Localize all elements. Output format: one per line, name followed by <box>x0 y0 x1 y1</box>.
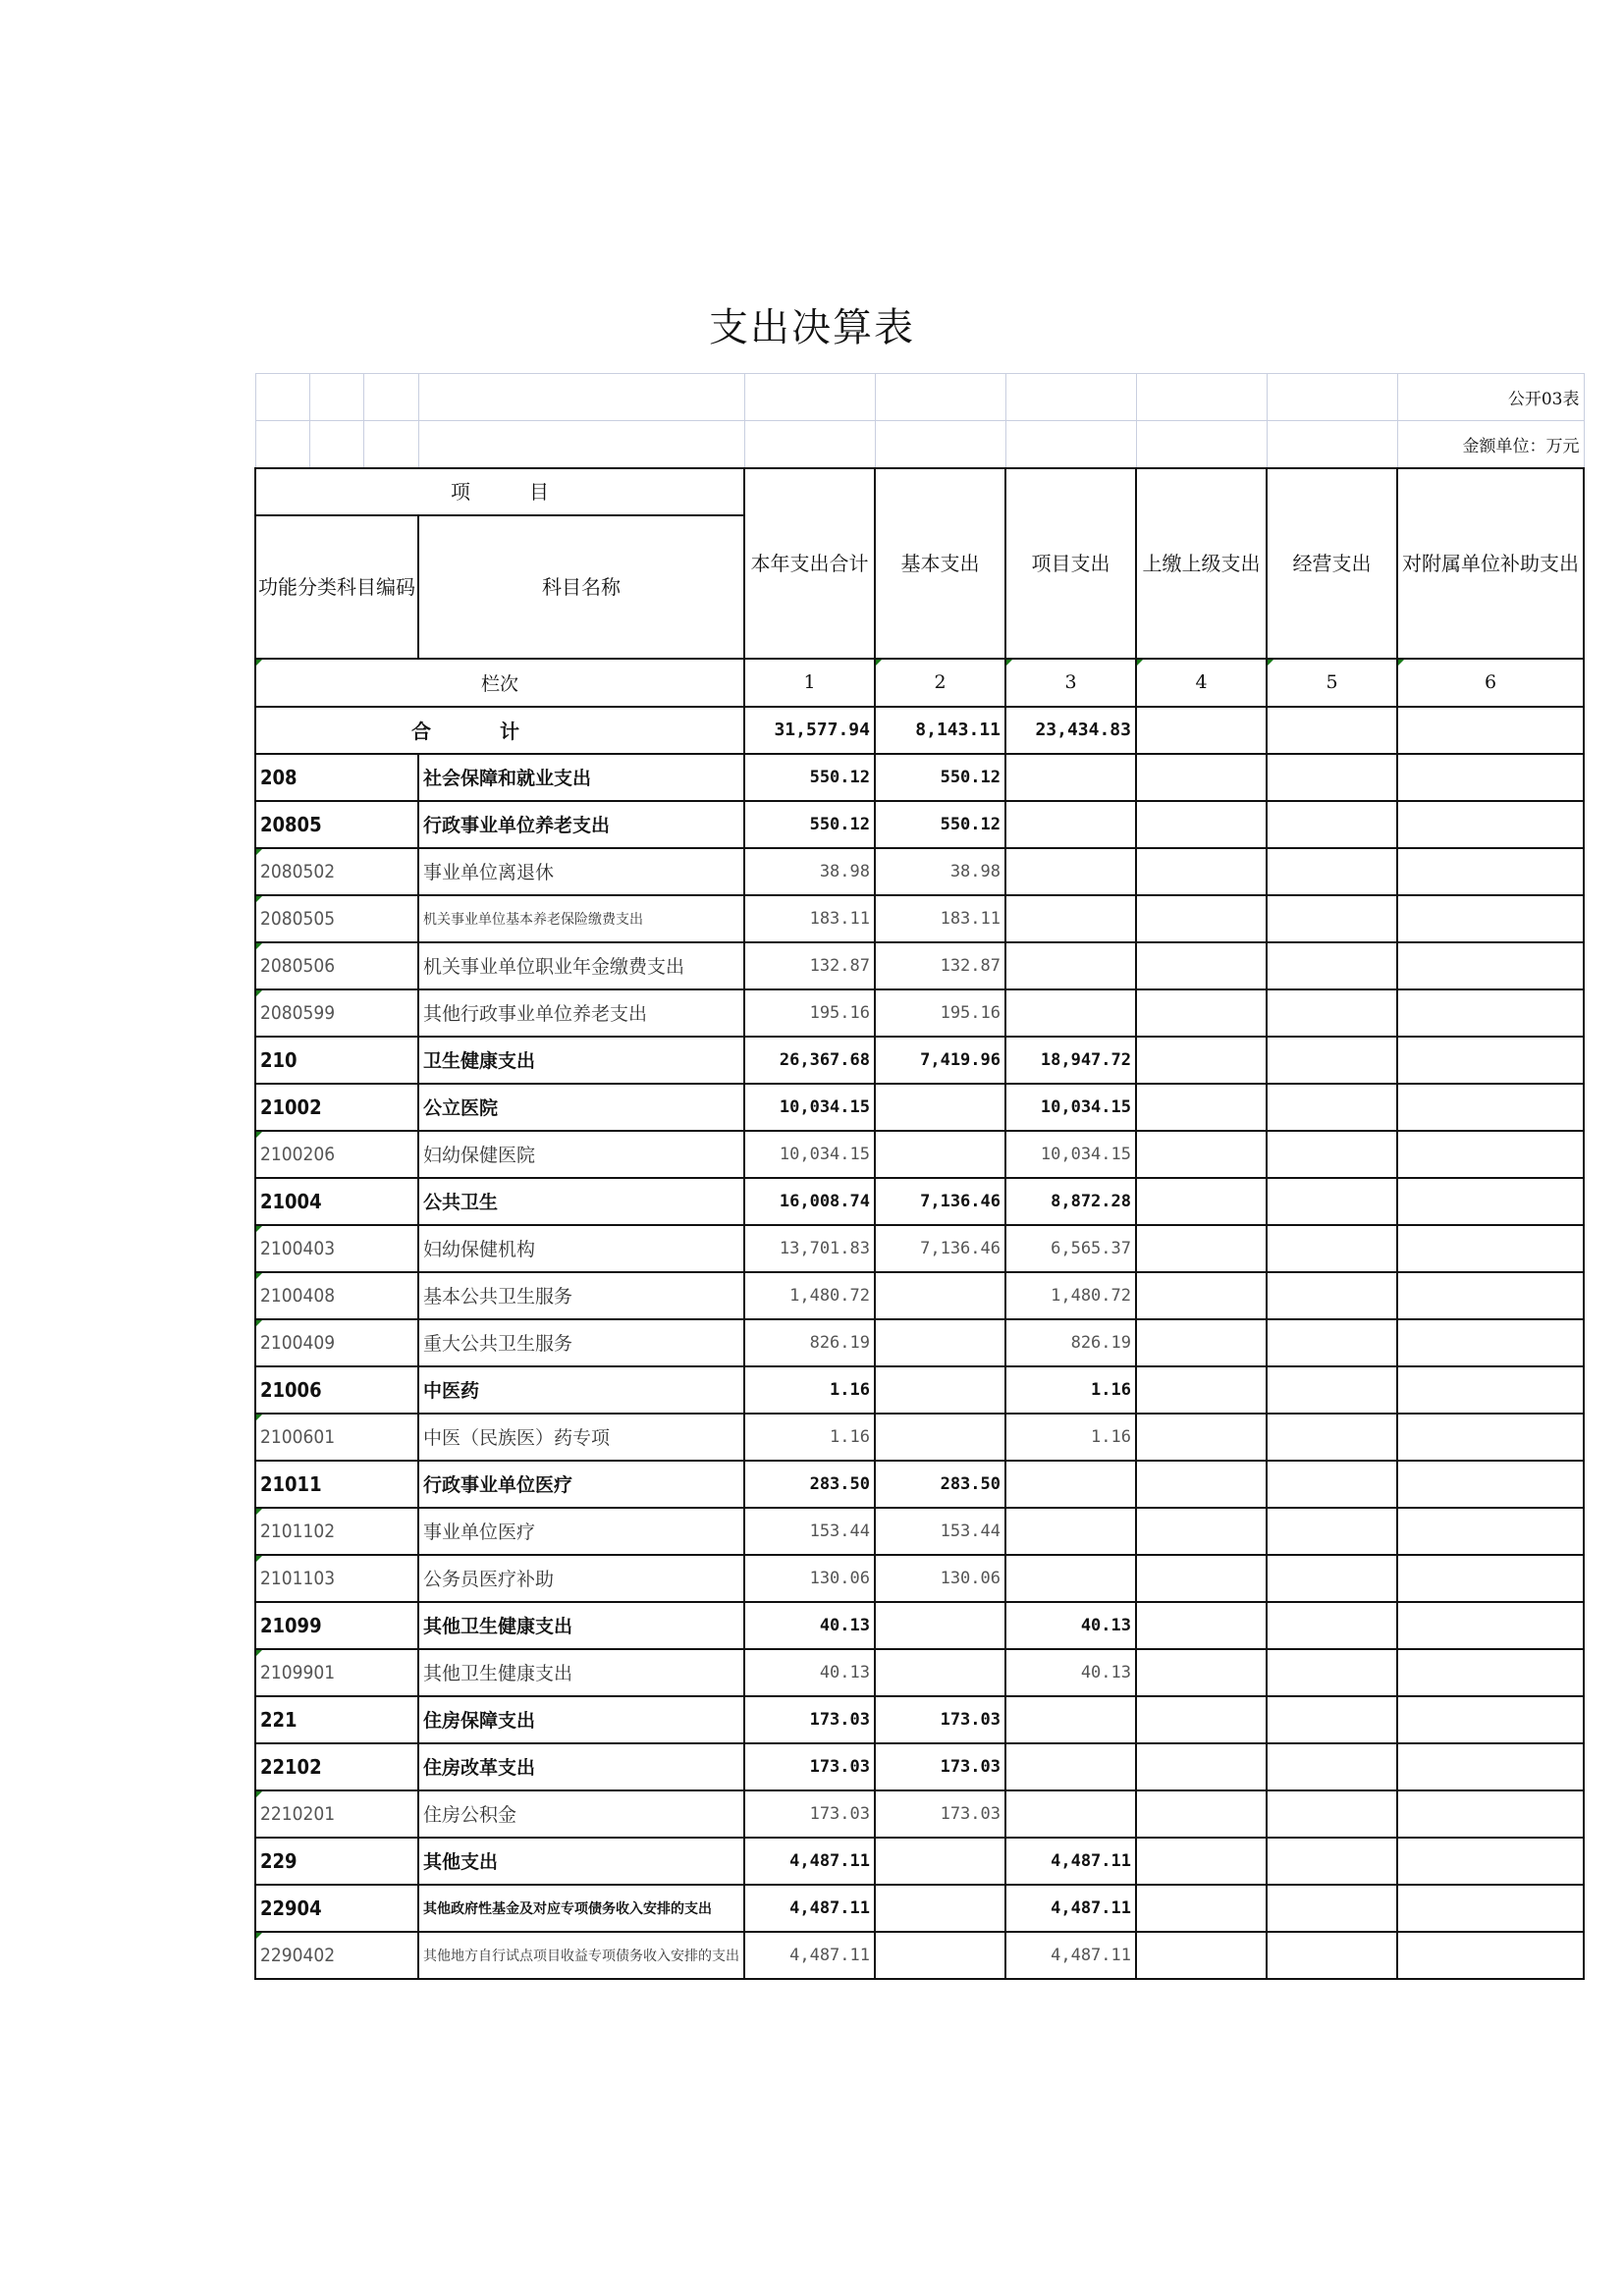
subject-code: 2080502 <box>255 848 418 895</box>
table-row <box>255 1508 1584 1555</box>
amount-cell: 38.98 <box>875 848 1005 895</box>
subject-name: 公务员医疗补助 <box>418 1555 744 1602</box>
table-row <box>255 942 1584 989</box>
amount-cell: 1.16 <box>1005 1366 1136 1414</box>
amount-cell <box>1136 1932 1267 1979</box>
amount-cell: 1.16 <box>1005 1414 1136 1461</box>
amount-cell <box>1267 1037 1397 1084</box>
table-row <box>255 895 1584 942</box>
amount-cell: 173.03 <box>875 1743 1005 1790</box>
amount-cell: 16,008.74 <box>744 1178 875 1225</box>
amount-cell <box>1397 1225 1584 1272</box>
table-row <box>255 1037 1584 1084</box>
amount-cell: 6,565.37 <box>1005 1225 1136 1272</box>
table-row <box>255 1225 1584 1272</box>
subject-name: 其他政府性基金及对应专项债务收入安排的支出 <box>418 1885 744 1932</box>
amount-cell <box>1267 1932 1397 1979</box>
subject-code: 229 <box>255 1838 418 1885</box>
amount-cell <box>1397 1555 1584 1602</box>
amount-cell <box>1005 1508 1136 1555</box>
subject-code: 2100403 <box>255 1225 418 1272</box>
total-value <box>1267 707 1397 754</box>
subject-name: 机关事业单位基本养老保险缴费支出 <box>418 895 744 942</box>
table-row <box>255 1131 1584 1178</box>
amount-cell: 1,480.72 <box>1005 1272 1136 1319</box>
amount-cell: 132.87 <box>744 942 875 989</box>
amount-cell <box>1397 1461 1584 1508</box>
amount-cell <box>1397 1508 1584 1555</box>
amount-cell <box>1267 1790 1397 1838</box>
amount-cell <box>1005 1790 1136 1838</box>
subject-code: 2109901 <box>255 1649 418 1696</box>
page-title: 支出决算表 <box>709 305 915 350</box>
amount-cell <box>1267 895 1397 942</box>
amount-cell <box>1005 1696 1136 1743</box>
amount-cell <box>875 1602 1005 1649</box>
amount-cell <box>1267 1366 1397 1414</box>
amount-cell <box>1397 1178 1584 1225</box>
amount-cell <box>1267 1272 1397 1319</box>
total-value <box>1397 707 1584 754</box>
amount-cell <box>1397 1932 1584 1979</box>
amount-cell <box>1397 1272 1584 1319</box>
subject-name: 住房保障支出 <box>418 1696 744 1743</box>
amount-cell <box>875 1084 1005 1131</box>
amount-cell: 7,136.46 <box>875 1178 1005 1225</box>
subject-name: 行政事业单位养老支出 <box>418 801 744 848</box>
amount-cell <box>1397 801 1584 848</box>
subject-name: 其他卫生健康支出 <box>418 1649 744 1696</box>
amount-cell <box>1136 1131 1267 1178</box>
total-value: 31,577.94 <box>744 707 875 754</box>
amount-cell <box>1136 1555 1267 1602</box>
amount-cell: 283.50 <box>744 1461 875 1508</box>
amount-cell <box>875 1414 1005 1461</box>
col-number: 6 <box>1397 659 1584 707</box>
amount-cell <box>1397 1602 1584 1649</box>
amount-cell <box>1267 1555 1397 1602</box>
subject-name: 住房公积金 <box>418 1790 744 1838</box>
amount-cell <box>1005 895 1136 942</box>
table-row <box>255 1838 1584 1885</box>
amount-cell <box>1136 895 1267 942</box>
header-col6: 对附属单位补助支出 <box>1397 468 1584 659</box>
table-row <box>255 1366 1584 1414</box>
subject-name: 其他行政事业单位养老支出 <box>418 989 744 1037</box>
table-row <box>255 754 1584 801</box>
subject-name: 社会保障和就业支出 <box>418 754 744 801</box>
amount-cell <box>1397 754 1584 801</box>
subject-code: 2100409 <box>255 1319 418 1366</box>
amount-cell: 4,487.11 <box>1005 1885 1136 1932</box>
amount-cell <box>1267 1602 1397 1649</box>
subject-code: 21004 <box>255 1178 418 1225</box>
amount-cell <box>1397 1414 1584 1461</box>
subject-name: 住房改革支出 <box>418 1743 744 1790</box>
amount-cell <box>1267 942 1397 989</box>
amount-cell <box>1005 989 1136 1037</box>
amount-cell <box>1267 1508 1397 1555</box>
amount-cell <box>1136 1319 1267 1366</box>
amount-cell <box>1397 989 1584 1037</box>
amount-cell <box>875 1131 1005 1178</box>
amount-cell <box>1267 1178 1397 1225</box>
amount-cell: 550.12 <box>744 801 875 848</box>
amount-cell: 1.16 <box>744 1366 875 1414</box>
amount-cell: 153.44 <box>744 1508 875 1555</box>
amount-cell <box>875 1319 1005 1366</box>
expense-table <box>254 373 1585 1980</box>
subject-code: 21002 <box>255 1084 418 1131</box>
amount-cell <box>1136 1885 1267 1932</box>
amount-cell <box>1267 1319 1397 1366</box>
header-row <box>255 468 1584 515</box>
header-subject-name: 科目名称 <box>418 515 744 659</box>
amount-cell: 7,419.96 <box>875 1037 1005 1084</box>
amount-cell <box>1397 942 1584 989</box>
amount-cell: 10,034.15 <box>1005 1131 1136 1178</box>
amount-cell <box>1136 1743 1267 1790</box>
amount-cell: 4,487.11 <box>744 1885 875 1932</box>
amount-cell: 826.19 <box>744 1319 875 1366</box>
amount-cell <box>1397 1366 1584 1414</box>
header-col5: 经营支出 <box>1267 468 1397 659</box>
unit-row <box>255 421 1584 468</box>
amount-cell <box>1136 1696 1267 1743</box>
amount-cell: 7,136.46 <box>875 1225 1005 1272</box>
amount-cell <box>1136 1790 1267 1838</box>
subject-code: 22102 <box>255 1743 418 1790</box>
table-number-row <box>255 374 1584 421</box>
table-row <box>255 1932 1584 1979</box>
amount-cell <box>1136 1272 1267 1319</box>
amount-cell: 132.87 <box>875 942 1005 989</box>
amount-cell: 130.06 <box>875 1555 1005 1602</box>
amount-cell: 153.44 <box>875 1508 1005 1555</box>
amount-cell <box>1397 895 1584 942</box>
table-row <box>255 1790 1584 1838</box>
amount-cell <box>1267 989 1397 1037</box>
amount-cell <box>1136 848 1267 895</box>
table-row <box>255 801 1584 848</box>
table-row <box>255 848 1584 895</box>
amount-cell: 4,487.11 <box>744 1932 875 1979</box>
table-row <box>255 1414 1584 1461</box>
table-row <box>255 1555 1584 1602</box>
amount-cell: 4,487.11 <box>744 1838 875 1885</box>
amount-cell: 4,487.11 <box>1005 1838 1136 1885</box>
col-number: 1 <box>744 659 875 707</box>
amount-cell <box>1267 1885 1397 1932</box>
total-value: 8,143.11 <box>875 707 1005 754</box>
row-number-label: 栏次 <box>255 659 744 707</box>
amount-cell <box>1397 1838 1584 1885</box>
amount-cell: 10,034.15 <box>744 1131 875 1178</box>
amount-cell <box>1267 1225 1397 1272</box>
amount-cell: 10,034.15 <box>1005 1084 1136 1131</box>
amount-cell: 173.03 <box>744 1790 875 1838</box>
amount-cell <box>1397 1084 1584 1131</box>
amount-cell <box>1267 1743 1397 1790</box>
amount-cell <box>1136 1178 1267 1225</box>
header-item: 项 目 <box>255 468 744 515</box>
header-col3: 项目支出 <box>1005 468 1136 659</box>
subject-code: 2100601 <box>255 1414 418 1461</box>
amount-cell: 13,701.83 <box>744 1225 875 1272</box>
amount-cell <box>1136 1838 1267 1885</box>
amount-cell <box>1136 1084 1267 1131</box>
amount-cell: 40.13 <box>1005 1602 1136 1649</box>
amount-cell: 10,034.15 <box>744 1084 875 1131</box>
amount-cell: 8,872.28 <box>1005 1178 1136 1225</box>
subject-code: 22904 <box>255 1885 418 1932</box>
amount-cell <box>1397 1037 1584 1084</box>
amount-cell <box>1267 848 1397 895</box>
amount-cell <box>875 1838 1005 1885</box>
amount-cell <box>1267 754 1397 801</box>
amount-cell <box>1136 1414 1267 1461</box>
amount-cell <box>1267 1838 1397 1885</box>
subject-name: 其他支出 <box>418 1838 744 1885</box>
amount-cell <box>1397 848 1584 895</box>
col-number: 2 <box>875 659 1005 707</box>
subject-code: 210 <box>255 1037 418 1084</box>
subject-code: 21011 <box>255 1461 418 1508</box>
amount-cell <box>1397 1790 1584 1838</box>
subject-name: 中医药 <box>418 1366 744 1414</box>
subject-code: 221 <box>255 1696 418 1743</box>
subject-name: 其他地方自行试点项目收益专项债务收入安排的支出 <box>418 1932 744 1979</box>
amount-cell: 1.16 <box>744 1414 875 1461</box>
amount-cell <box>1136 1508 1267 1555</box>
subject-name: 其他卫生健康支出 <box>418 1602 744 1649</box>
header-col1: 本年支出合计 <box>744 468 875 659</box>
amount-cell <box>1136 1461 1267 1508</box>
total-value: 23,434.83 <box>1005 707 1136 754</box>
amount-cell <box>1005 848 1136 895</box>
amount-cell: 550.12 <box>875 754 1005 801</box>
table-body <box>255 754 1584 1979</box>
subject-name: 重大公共卫生服务 <box>418 1319 744 1366</box>
amount-cell <box>1005 1743 1136 1790</box>
amount-cell <box>1267 1414 1397 1461</box>
subject-name: 公共卫生 <box>418 1178 744 1225</box>
col-number: 4 <box>1136 659 1267 707</box>
amount-cell: 195.16 <box>875 989 1005 1037</box>
amount-cell: 283.50 <box>875 1461 1005 1508</box>
subject-name: 事业单位离退休 <box>418 848 744 895</box>
subject-code: 2100206 <box>255 1131 418 1178</box>
subject-name: 中医（民族医）药专项 <box>418 1414 744 1461</box>
table-row <box>255 1178 1584 1225</box>
subject-name: 机关事业单位职业年金缴费支出 <box>418 942 744 989</box>
amount-cell: 18,947.72 <box>1005 1037 1136 1084</box>
amount-cell: 26,367.68 <box>744 1037 875 1084</box>
table-row <box>255 989 1584 1037</box>
header-func-code: 功能分类科目编码 <box>255 515 418 659</box>
amount-cell <box>1397 1319 1584 1366</box>
amount-cell: 40.13 <box>1005 1649 1136 1696</box>
subject-code: 21099 <box>255 1602 418 1649</box>
amount-cell <box>875 1366 1005 1414</box>
table-number: 公开03表 <box>1397 374 1584 421</box>
amount-cell <box>1005 754 1136 801</box>
subject-code: 2101102 <box>255 1508 418 1555</box>
subject-name: 卫生健康支出 <box>418 1037 744 1084</box>
amount-cell <box>1005 1461 1136 1508</box>
table-row <box>255 1084 1584 1131</box>
subject-code: 2080506 <box>255 942 418 989</box>
total-row <box>255 707 1584 754</box>
amount-cell <box>1397 1131 1584 1178</box>
subject-name: 公立医院 <box>418 1084 744 1131</box>
amount-cell <box>1005 1555 1136 1602</box>
amount-cell <box>875 1932 1005 1979</box>
subject-code: 2290402 <box>255 1932 418 1979</box>
amount-cell <box>875 1272 1005 1319</box>
subject-name: 妇幼保健机构 <box>418 1225 744 1272</box>
amount-cell: 195.16 <box>744 989 875 1037</box>
table-row <box>255 1272 1584 1319</box>
amount-cell <box>1397 1743 1584 1790</box>
amount-cell: 1,480.72 <box>744 1272 875 1319</box>
amount-cell <box>1267 801 1397 848</box>
table-row <box>255 1461 1584 1508</box>
total-value <box>1136 707 1267 754</box>
amount-cell: 550.12 <box>744 754 875 801</box>
subject-code: 208 <box>255 754 418 801</box>
total-label: 合计 <box>255 707 744 754</box>
amount-cell <box>1005 942 1136 989</box>
subject-name: 事业单位医疗 <box>418 1508 744 1555</box>
subject-name: 妇幼保健医院 <box>418 1131 744 1178</box>
amount-cell: 173.03 <box>875 1790 1005 1838</box>
amount-cell <box>1267 1131 1397 1178</box>
subject-code: 2080599 <box>255 989 418 1037</box>
amount-cell: 183.11 <box>744 895 875 942</box>
table-row <box>255 1885 1584 1932</box>
amount-cell: 40.13 <box>744 1649 875 1696</box>
subject-code: 2210201 <box>255 1790 418 1838</box>
subject-name: 基本公共卫生服务 <box>418 1272 744 1319</box>
subject-code: 21006 <box>255 1366 418 1414</box>
amount-cell <box>1397 1696 1584 1743</box>
amount-cell <box>1397 1885 1584 1932</box>
amount-cell <box>1136 754 1267 801</box>
amount-cell <box>1136 1225 1267 1272</box>
column-number-row <box>255 659 1584 707</box>
amount-cell: 550.12 <box>875 801 1005 848</box>
table-row <box>255 1319 1584 1366</box>
amount-cell: 173.03 <box>744 1696 875 1743</box>
amount-cell <box>1005 801 1136 848</box>
amount-cell <box>1267 1084 1397 1131</box>
subject-name: 行政事业单位医疗 <box>418 1461 744 1508</box>
amount-cell <box>1136 942 1267 989</box>
amount-cell <box>875 1885 1005 1932</box>
amount-cell <box>1136 1037 1267 1084</box>
subject-code: 2100408 <box>255 1272 418 1319</box>
subject-code: 20805 <box>255 801 418 848</box>
header-col2: 基本支出 <box>875 468 1005 659</box>
amount-unit: 金额单位：万元 <box>1397 421 1584 468</box>
table-row <box>255 1649 1584 1696</box>
amount-cell <box>1136 989 1267 1037</box>
amount-cell <box>1267 1649 1397 1696</box>
amount-cell <box>1136 1366 1267 1414</box>
col-number: 5 <box>1267 659 1397 707</box>
amount-cell: 173.03 <box>875 1696 1005 1743</box>
amount-cell <box>875 1649 1005 1696</box>
table-row <box>255 1602 1584 1649</box>
amount-cell: 130.06 <box>744 1555 875 1602</box>
amount-cell <box>1267 1696 1397 1743</box>
amount-cell <box>1136 801 1267 848</box>
amount-cell: 38.98 <box>744 848 875 895</box>
amount-cell <box>1397 1649 1584 1696</box>
col-number: 3 <box>1005 659 1136 707</box>
subject-code: 2101103 <box>255 1555 418 1602</box>
amount-cell: 826.19 <box>1005 1319 1136 1366</box>
table-row <box>255 1743 1584 1790</box>
amount-cell: 4,487.11 <box>1005 1932 1136 1979</box>
amount-cell <box>1136 1649 1267 1696</box>
amount-cell: 173.03 <box>744 1743 875 1790</box>
amount-cell <box>1136 1602 1267 1649</box>
amount-cell <box>1267 1461 1397 1508</box>
amount-cell: 183.11 <box>875 895 1005 942</box>
header-col4: 上缴上级支出 <box>1136 468 1267 659</box>
amount-cell: 40.13 <box>744 1602 875 1649</box>
subject-code: 2080505 <box>255 895 418 942</box>
table-row <box>255 1696 1584 1743</box>
